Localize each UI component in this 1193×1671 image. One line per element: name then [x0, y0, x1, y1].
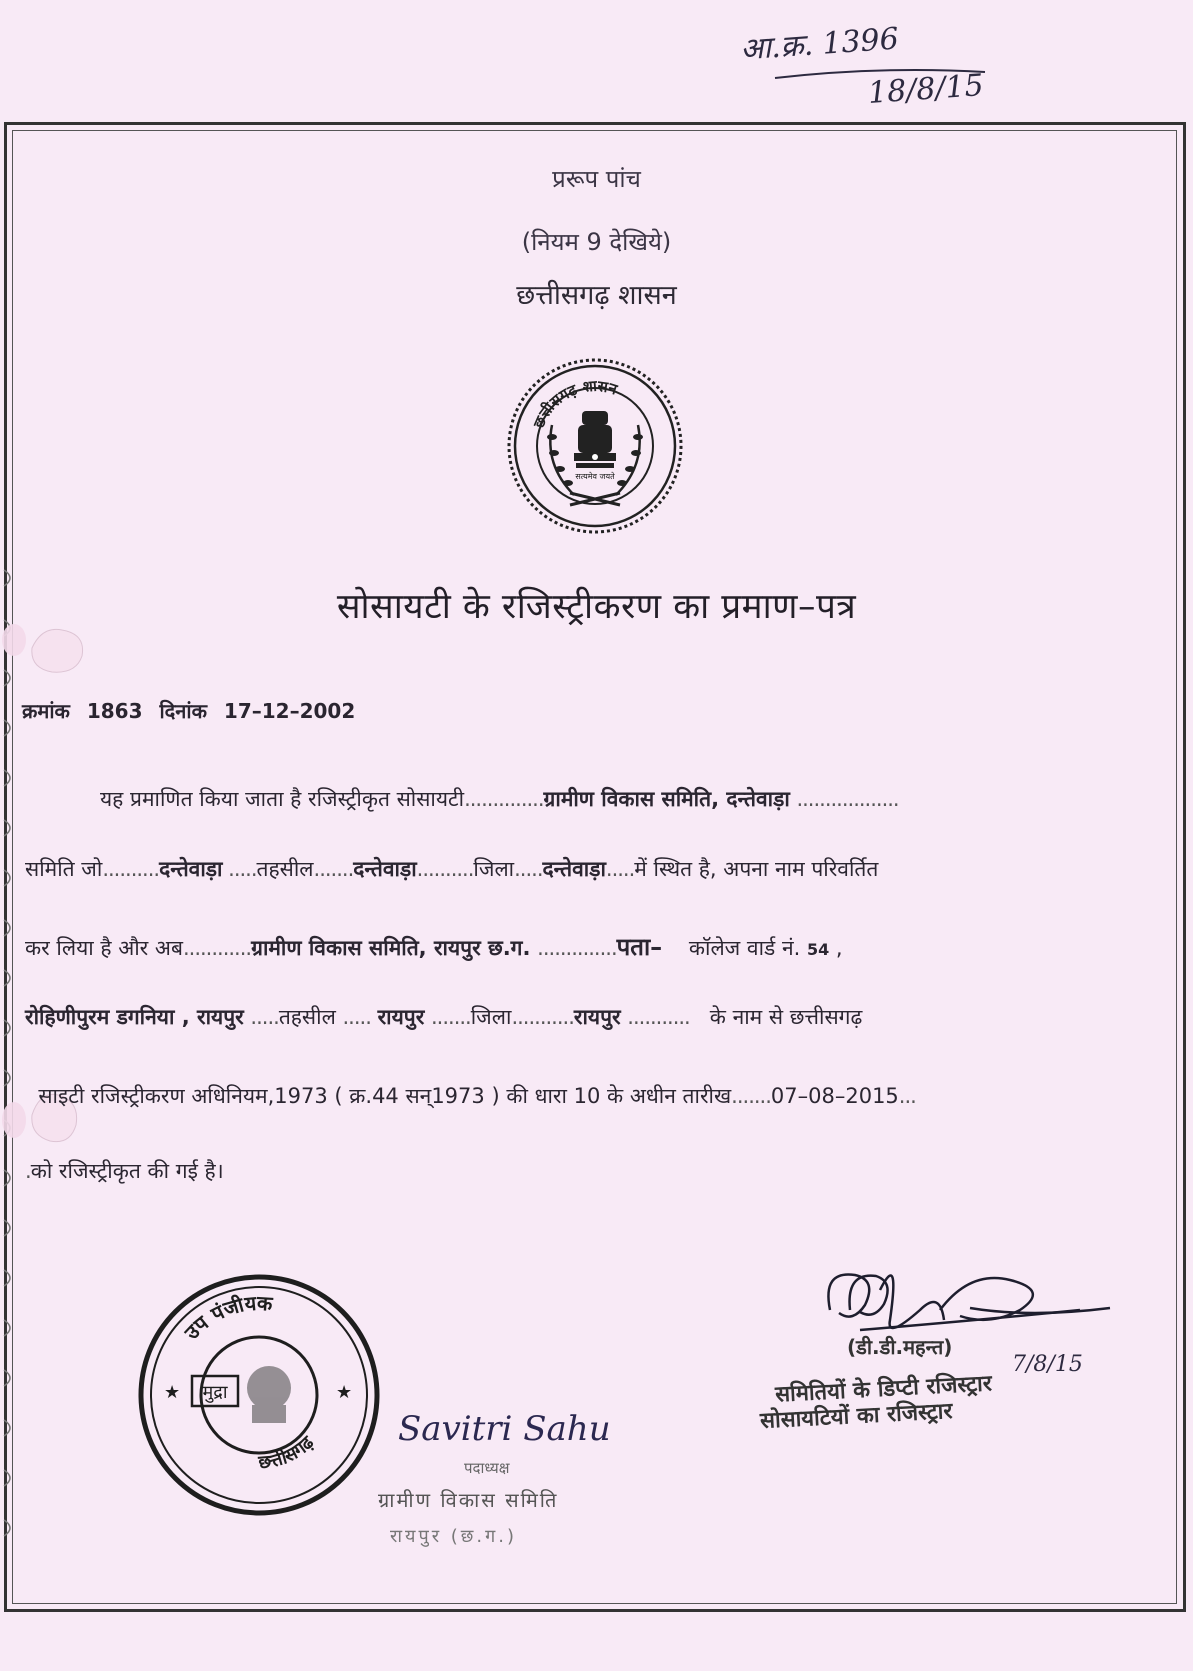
samiti-signature — [398, 1398, 628, 1458]
body-line-3: कर लिया है और अब............ग्रामीण विकास समिति, रायपुर छ.ग. ..............पता– कॉलेज वार्ड नं. 54 , — [25, 933, 843, 961]
registrar-name: (डी.डी.महन्त) — [847, 1335, 953, 1359]
address-label: पता– — [616, 933, 663, 961]
samiti-name-stamp: ग्रामीण विकास समिति — [378, 1488, 559, 1512]
handwritten-inward-date: 18/8/15 — [866, 68, 985, 111]
date-label: दिनांक — [159, 699, 207, 723]
new-district: रायपुर — [573, 1005, 621, 1029]
samiti-place-stamp: रायपुर (छ.ग.) — [390, 1526, 518, 1547]
svg-text:सत्यमेव जयते: सत्यमेव जयते — [575, 472, 615, 481]
line5-prefix: साइटी रजिस्ट्रीकरण अधिनियम,1973 ( क्र.44 सन्1973 ) — [38, 1084, 500, 1108]
new-tehsil: रायपुर — [377, 1005, 425, 1029]
registrar-sign-date: 7/8/15 — [1012, 1352, 1083, 1377]
reference-line — [22, 697, 365, 724]
form-number: प्ररूप पांच — [552, 165, 641, 193]
line6: को रजिस्ट्रीकृत की गई है। — [30, 1159, 224, 1183]
deputy-registrar-seal — [134, 1270, 384, 1520]
body-line-1: यह प्रमाणित किया जाता है रजिस्ट्रीकृत सोसायटी..............ग्रामीण विकास समिति, दन्तेवाड़ा .................. — [100, 787, 899, 811]
registrar-designation-2: सोसायटियों का रजिस्ट्रार — [759, 1398, 954, 1435]
line3-prefix: कर लिया है और अब — [25, 936, 183, 960]
svg-text:छत्तीसगढ़ शासन: छत्तीसगढ़ शासन — [529, 376, 620, 431]
tehsil-label: तहसील — [278, 1005, 336, 1029]
certificate-title: सोसायटी के रजिस्ट्रीकरण का प्रमाण–पत्र — [336, 587, 857, 627]
new-society-name: ग्रामीण विकास समिति, रायपुर छ.ग. — [251, 936, 531, 960]
svg-text:Savitri Sahu: Savitri Sahu — [398, 1409, 611, 1449]
government-name: छत्तीसगढ़ शासन — [516, 280, 677, 311]
issue-date: 17–12–2002 — [223, 699, 356, 723]
samiti-post-stamp: पदाध्यक्ष — [464, 1459, 510, 1477]
svg-text:उप पंजीयक: उप पंजीयक — [179, 1290, 274, 1345]
serial-label: क्रमांक — [22, 699, 70, 723]
body-line-2: समिति जो..........दन्तेवाड़ा .....तहसील.......दन्तेवाड़ा..........जिला.....दन्तेवाड़ा.....में स्थित है, अपना नाम परिवर्तित — [25, 857, 879, 881]
old-district: दन्तेवाड़ा — [542, 857, 606, 881]
line1-prefix: यह प्रमाणित किया जाता है रजिस्ट्रीकृत सोसायटी — [100, 787, 465, 811]
serial-number: 1863 — [86, 699, 143, 723]
district-label: जिला — [470, 1005, 512, 1029]
line2-samiti: समिति जो — [25, 857, 103, 881]
svg-text:★: ★ — [336, 1382, 353, 1403]
registrar-designation-1: समितियों के डिप्टी रजिस्ट्रार — [774, 1371, 993, 1408]
svg-text:★: ★ — [164, 1382, 181, 1403]
district-label: जिला — [473, 857, 515, 881]
rule-reference: (नियम 9 देखिये) — [521, 228, 672, 256]
line4-suffix: के नाम से छत्तीसगढ़ — [709, 1005, 863, 1029]
svg-text:मुद्रा: मुद्रा — [202, 1382, 228, 1403]
ward-number: 54 — [806, 940, 830, 959]
handwritten-inward-number: आ.क्र. 1396 — [739, 21, 900, 68]
old-tehsil: दन्तेवाड़ा — [353, 857, 417, 881]
line2-suffix: में स्थित है, अपना नाम परिवर्तित — [634, 857, 879, 881]
address-part-1: कॉलेज वार्ड नं. — [688, 936, 801, 960]
body-line-6: .को रजिस्ट्रीकृत की गई है। — [25, 1159, 224, 1183]
line5-mid: की धारा 10 के अधीन तारीख — [506, 1084, 732, 1108]
old-society-name: ग्रामीण विकास समिति, दन्तेवाड़ा — [543, 787, 790, 811]
tehsil-label: तहसील — [256, 857, 314, 881]
body-line-4: रोहिणीपुरम डगनिया , रायपुर .....तहसील ..... रायपुर .......जिला...........रायपुर ........... के नाम से छत्तीसगढ़ — [25, 1005, 863, 1029]
address-part-2: रोहिणीपुरम डगनिया , रायपुर — [25, 1005, 244, 1029]
body-line-5: साइटी रजिस्ट्रीकरण अधिनियम,1973 ( क्र.44 सन्1973 ) की धारा 10 के अधीन तारीख.......07–08–2015... — [38, 1084, 916, 1108]
registration-date: 07–08–2015 — [770, 1084, 899, 1108]
old-place: दन्तेवाड़ा — [159, 857, 223, 881]
svg-text:छत्तीसगढ़: छत्तीसगढ़ — [257, 1432, 318, 1474]
state-emblem-icon — [504, 355, 686, 537]
